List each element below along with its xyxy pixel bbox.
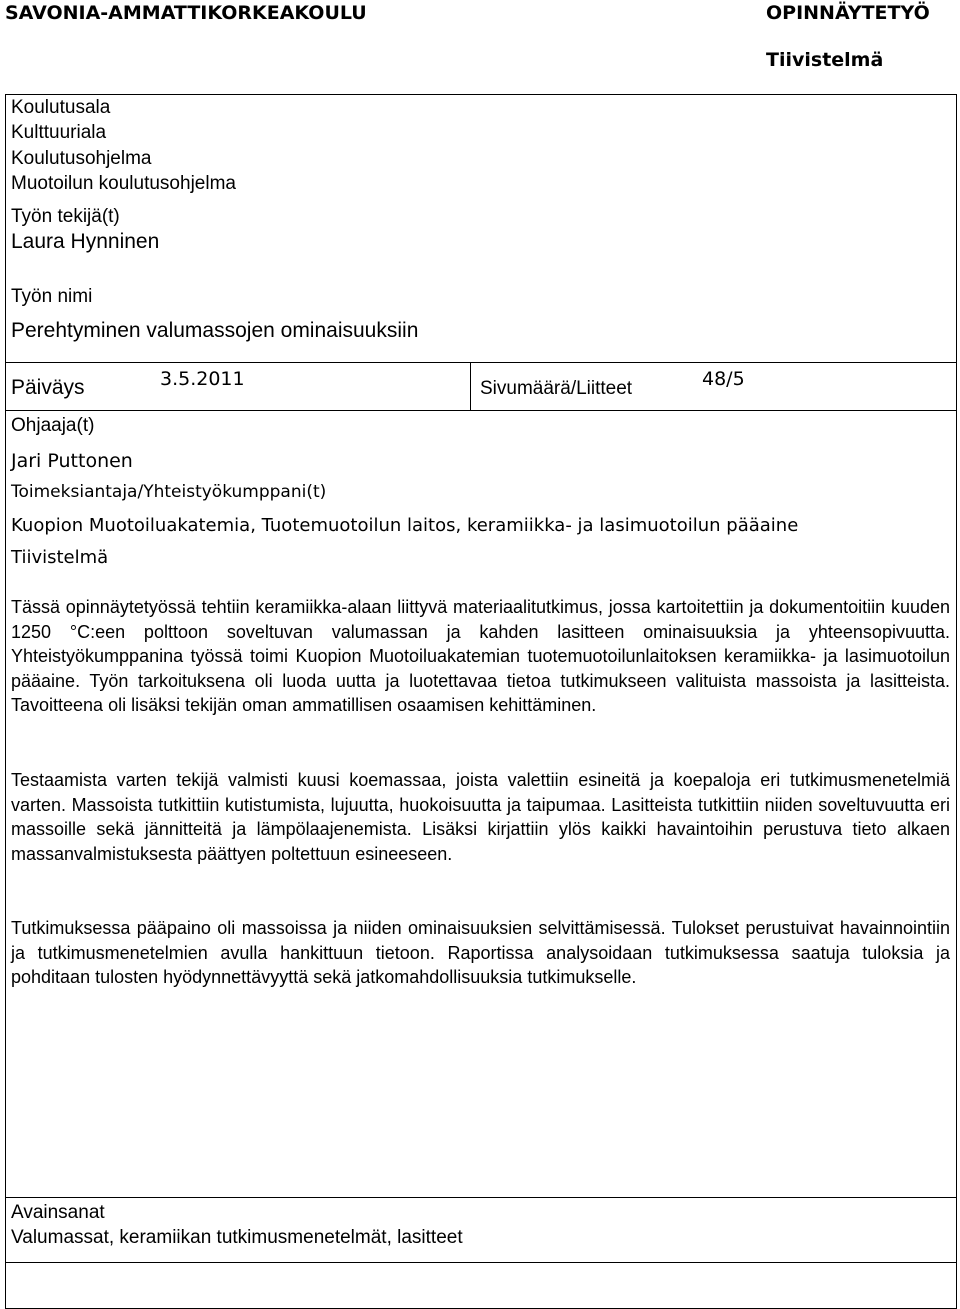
date-label: Päiväys	[11, 376, 85, 399]
commissioner-label: Toimeksiantaja/Yhteistyökumppani(t)	[11, 482, 327, 502]
supervisor-value: Jari Puttonen	[11, 450, 133, 472]
pages-label: Sivumäärä/Liitteet	[480, 378, 633, 399]
thesis-title-label: Työn nimi	[11, 286, 93, 307]
commissioner-value: Kuopion Muotoiluakatemia, Tuotemuotoilun laitos, keramiikka- ja lasimuotoilun pääaine	[11, 515, 799, 536]
document-type: OPINNÄYTETYÖ	[766, 2, 930, 24]
abstract-paragraph-3: Tutkimuksessa pääpaino oli massoissa ja niiden ominaisuuksien selvittämisessä. Tulokset perustuivat havainnointiin ja tutkimusmenetelmien avulla hankittuun tietoon. Raportissa analysoidaan tutkimuksessa saatuja tuloksia ja pohditaan tulosten hyödynnettävyyttä sekä jatkomahdollisuuksia tutkimukselle.	[11, 918, 950, 988]
thesis-title-value: Perehtyminen valumassojen ominaisuuksiin	[11, 319, 419, 342]
author-value: Laura Hynninen	[11, 230, 160, 253]
koulutusohjelma-label: Koulutusohjelma	[11, 148, 152, 169]
divider-title	[5, 362, 957, 363]
abstract-label: Tiivistelmä	[11, 547, 109, 568]
keywords-value: Valumassat, keramiikan tutkimusmenetelmät, lasitteet	[11, 1227, 463, 1248]
koulutusohjelma-value: Muotoilun koulutusohjelma	[11, 173, 236, 194]
koulutusala-label: Koulutusala	[11, 97, 111, 118]
abstract-paragraph-1: Tässä opinnäytetyössä tehtiin keramiikka-alaan liittyvä materiaalitutkimus, jossa kartoitettiin ja dokumentoitiin kuuden 1250 °C:een polttoon soveltuvan valumassan ja kahden lasitteen ominaisuuksia ja yhteensopivuutta. Yhteistyökumppanina työssä toimi Kuopion Muotoiluakatemian tuotemuotoilunlaitoksen keramiikka- ja lasimuotoilun pääaine. Työn tarkoituksena oli luoda uutta ja luotettavaa tietoa tutkimukseen valituista massoista ja lasitteista. Tavoitteena oli lisäksi tekijän oman ammatillisen osaamisen kehittäminen.	[11, 597, 950, 716]
divider-date-row	[5, 410, 957, 411]
form-top-border	[5, 94, 957, 95]
divider-date-pages	[470, 362, 471, 410]
koulutusala-value: Kulttuuriala	[11, 122, 107, 143]
divider-keywords-bottom	[5, 1262, 957, 1263]
institution-name: SAVONIA-AMMATTIKORKEAKOULU	[5, 2, 367, 24]
divider-keywords	[5, 1197, 957, 1198]
form-right-border	[956, 94, 957, 1309]
pages-value: 48/5	[702, 368, 745, 390]
supervisor-label: Ohjaaja(t)	[11, 415, 95, 436]
abstract-paragraph-2: Testaamista varten tekijä valmisti kuusi koemassaa, joista valettiin esineitä ja koepaloja eri tutkimusmenetelmiä varten. Massoista tutkittiin kutistumista, lujuutta, huokoisuutta ja taipumaa. Lasitteista tutkittiin niiden soveltuvuutta eri massoille sekä jännitteitä ja lämpölaajenemista. Lisäksi kirjattiin ylös kaikki havaintoihin perustuva tieto alkaen massanvalmistuksesta päättyen poltettuun esineeseen.	[11, 770, 950, 864]
keywords-label: Avainsanat	[11, 1202, 105, 1223]
author-label: Työn tekijä(t)	[11, 206, 120, 227]
form-left-border	[5, 94, 6, 1309]
date-value: 3.5.2011	[160, 368, 245, 390]
document-subtype: Tiivistelmä	[766, 49, 884, 71]
